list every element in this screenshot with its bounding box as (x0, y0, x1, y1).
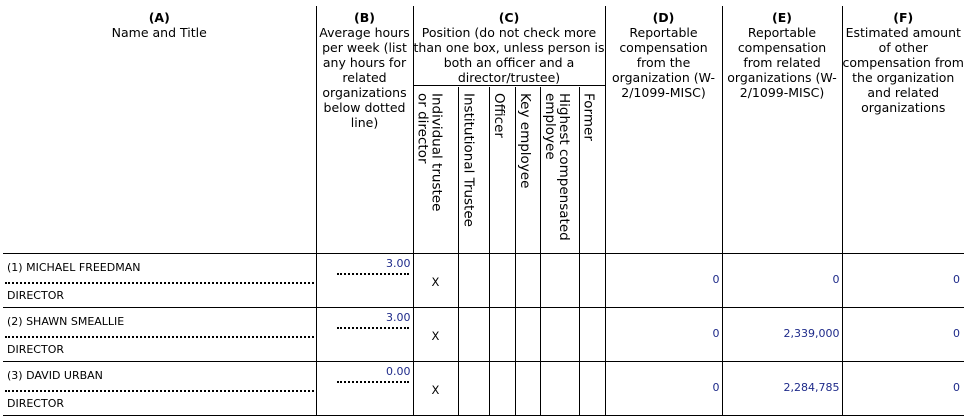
sub-officer: Officer (490, 87, 516, 253)
col-d-text: Reportable compensation from the organization (W- 2/1099-MISC) (612, 25, 715, 100)
comp-f-value: 0 (953, 327, 960, 340)
col-e-text: Reportable compensation from related organizations (W- 2/1099-MISC) (727, 25, 837, 100)
sub-former: Former (580, 93, 597, 141)
col-b-header (316, 6, 413, 254)
col-a-title: Name and Title (111, 25, 207, 40)
col-d-letter: (D) (652, 10, 675, 25)
col-c-header (413, 6, 605, 254)
comp-f-value: 0 (953, 381, 960, 394)
col-c-text: Position (do not check more than one box, unless person is both an officer and a director/trustee) (413, 25, 605, 85)
comp-e-value: 0 (832, 273, 840, 286)
table-row (3, 254, 964, 308)
person-title: DIRECTOR (7, 289, 65, 302)
col-f-text: Estimated amount of other compensation from the organization and related organizations (842, 25, 964, 115)
hours-value: 3.00 (386, 311, 411, 324)
compensation-table (3, 6, 964, 416)
col-a-letter: (A) (148, 10, 170, 25)
person-title: DIRECTOR (7, 343, 65, 356)
hours-value: 3.00 (386, 257, 411, 270)
comp-d-value: 0 (712, 381, 720, 394)
comp-e-value: 2,339,000 (783, 327, 840, 340)
table-row (3, 308, 964, 362)
col-e-header (722, 6, 842, 254)
person-name: (1) MICHAEL FREEDMAN (7, 261, 141, 274)
col-f-letter: (F) (893, 10, 914, 25)
sub-institutional-trustee: Institutional Trustee (459, 87, 490, 253)
col-f-header (842, 6, 964, 254)
col-c-letter: (C) (498, 10, 520, 25)
col-d-header (605, 6, 722, 254)
sub-highest-compensated: Highest compensated employee (541, 87, 580, 253)
comp-e-value: 2,284,785 (783, 381, 840, 394)
comp-d-value: 0 (712, 273, 720, 286)
col-e-letter: (E) (772, 10, 792, 25)
comp-d-value: 0 (712, 327, 720, 340)
col-a-header (3, 6, 316, 254)
person-name: (3) DAVID URBAN (7, 369, 103, 382)
col-b-text: Average hours per week (list any hours for related organizations below dotted line) (319, 25, 410, 130)
hours-value: 0.00 (386, 365, 411, 378)
person-title: DIRECTOR (7, 397, 65, 410)
table-row (3, 362, 964, 416)
col-b-letter: (B) (354, 10, 375, 25)
check-mark: X (431, 275, 440, 289)
person-name: (2) SHAWN SMEALLIE (7, 315, 125, 328)
sub-key-employee: Key employee (516, 87, 541, 253)
check-mark: X (431, 383, 440, 397)
sub-individual-trustee: Individual trustee or director (414, 87, 460, 253)
check-mark: X (431, 329, 440, 343)
comp-f-value: 0 (953, 273, 960, 286)
